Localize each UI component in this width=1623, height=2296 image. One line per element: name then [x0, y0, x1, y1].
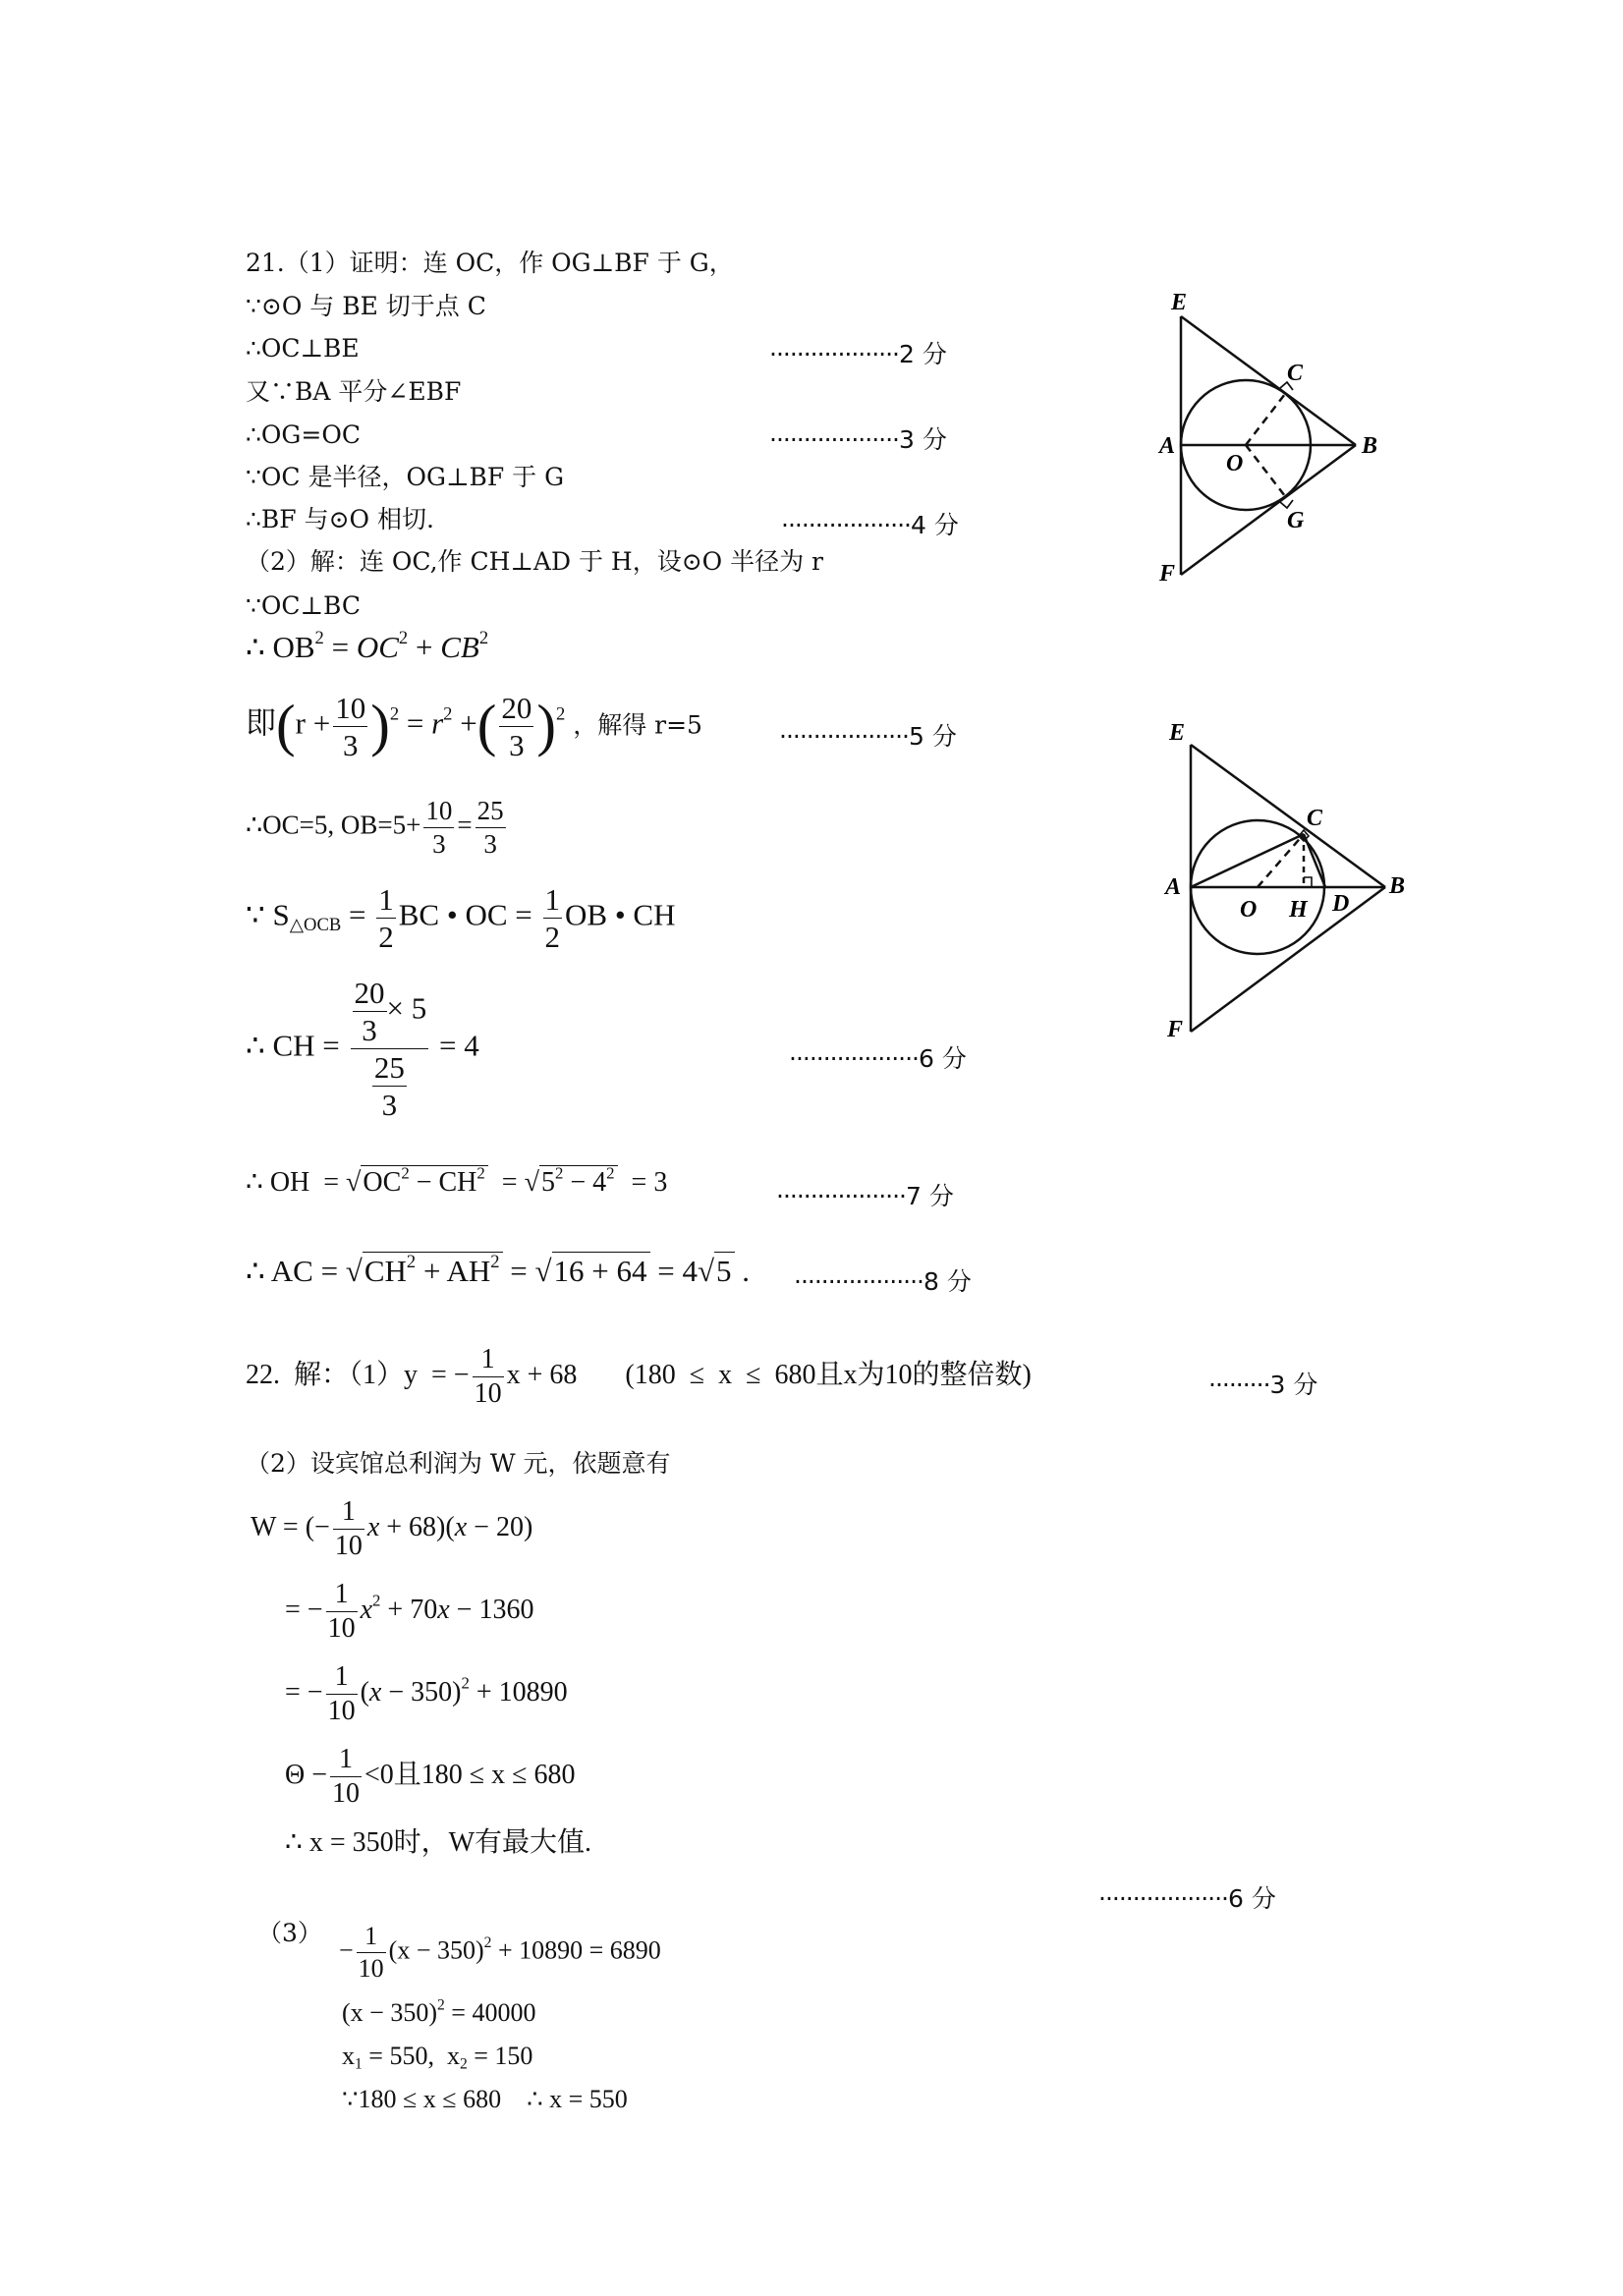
fig2-label-e: E	[1169, 720, 1186, 746]
q22-eq-w2: = − $\frac{1}{10}$ $x^2 + 70x - 1360$	[285, 1579, 534, 1644]
fig2-label-f: F	[1167, 1017, 1184, 1042]
q22-line-3: （3）	[257, 1919, 322, 1947]
q22-line-2: （2）设宾馆总利润为 W 元，依题意有	[246, 1449, 671, 1478]
q21-line-9: ∵OC⊥BC	[246, 591, 362, 620]
fig1-label-a: A	[1159, 433, 1176, 459]
q22-eq-w3: = − $\frac{1}{10}$ $(x - 350)^2 + 10890$	[285, 1661, 568, 1726]
q22-eq-y: 22. 解：（1）y = − $\frac{1}{10}$ x + 68 (180 ≤ x ≤ 680且x为10的整倍数)	[246, 1344, 1032, 1409]
q21-score-2: ···················3 分	[769, 425, 947, 454]
q21-line-8: （2）解：连 OC,作 CH⊥AD 于 H，设⊙O 半径为 r	[246, 547, 824, 576]
fig2-label-b: B	[1389, 873, 1406, 899]
q21-line-3: ∴OC⊥BE	[246, 334, 360, 363]
fig2-label-c: C	[1307, 806, 1323, 831]
q22-eq-w1: W = (− $\frac{1}{10}$ x + 68)(x − 20)	[251, 1496, 533, 1561]
q22-eq-p3-2: $(x - 350)^2 = 40000$	[342, 1996, 536, 2027]
figure-1	[1140, 280, 1405, 594]
fig1-label-g: G	[1287, 508, 1305, 533]
q21-score-5: ···················6 分	[789, 1044, 967, 1073]
q21-eq-oc-ob: ∴OC=5, OB=5+ $\frac{10}{3}$ = $\frac{25}{3}$	[246, 796, 504, 859]
q21-line-5: ∴OG=OC	[246, 420, 361, 449]
q21-line-2: ∵⊙O 与 BE 切于点 C	[246, 292, 486, 320]
q21-line-1: 21.（1）证明：连 OC，作 OG⊥BF 于 G，	[246, 249, 734, 277]
q22-eq-p3-4: ∵180 ≤ x ≤ 680 ∴ x = 550	[342, 2085, 628, 2113]
fig2-label-o: O	[1240, 897, 1258, 923]
q21-eq-oh: ∴ OH = $√OC^2 - CH^2 = √5^2 - 4^2 = 3$	[246, 1163, 668, 1198]
fig2-label-h: H	[1289, 897, 1308, 923]
q21-score-4: ···················5 分	[779, 722, 957, 751]
q22-score-1: ·········3 分	[1208, 1371, 1318, 1399]
q22-eq-cond: Θ − $\frac{1}{10}$ <0且180 ≤ x ≤ 680	[285, 1744, 576, 1809]
fig1-label-e: E	[1171, 290, 1188, 315]
q22-score-2: ···················6 分	[1098, 1884, 1276, 1913]
q21-line-4: 又∵BA 平分∠EBF	[246, 377, 462, 406]
fig1-label-o: O	[1226, 451, 1244, 476]
fig1-label-b: B	[1362, 433, 1378, 459]
q21-score-6: ···················7 分	[776, 1182, 954, 1210]
q21-score-3: ···················4 分	[781, 511, 959, 539]
q21-eq-ac: ∴ AC = $√CH^2 + AH^2 = √16 + 64 = 4√5$ .	[246, 1252, 751, 1288]
q21-score-7: ···················8 分	[794, 1267, 972, 1296]
q21-line-6: ∵OC 是半径，OG⊥BF 于 G	[246, 463, 565, 491]
q22-eq-max: ∴ x = 350时，W有最大值.	[285, 1827, 592, 1858]
q21-line-7: ∴BF 与⊙O 相切.	[246, 505, 434, 533]
fig2-label-d: D	[1332, 891, 1350, 917]
fig2-label-a: A	[1165, 874, 1182, 900]
q22-eq-p3-1: − $\frac{1}{10}$ $(x - 350)^2 + 10890 = 6890$	[339, 1922, 661, 1983]
q21-eq-area: ∵ $S_{\triangle OCB}$ = $\frac{1}{2}$ BC • OC = $\frac{1}{2}$ OB • CH	[246, 882, 676, 954]
q21-eq-ch: ∴ CH = $\frac{20}{3}$ × 5 $\frac{25}{3}$ = 4	[246, 976, 479, 1122]
fig1-label-c: C	[1287, 361, 1304, 386]
fig1-label-f: F	[1159, 561, 1176, 587]
q21-eq-ob2: ∴ $OB^2 = OC^2 + CB^2$	[246, 628, 489, 664]
q21-eq-pythag: 即(r + $\frac{10}{3}$ )$^2 = r^2$ +( $\frac{20}{3}$ )$^2$ ，解得 r=5	[246, 691, 702, 762]
q21-score-1: ···················2 分	[769, 340, 947, 368]
q22-eq-p3-3: $x_1 = 550$, $x_2 = 150$	[342, 2042, 533, 2073]
figure-2	[1140, 712, 1425, 1046]
